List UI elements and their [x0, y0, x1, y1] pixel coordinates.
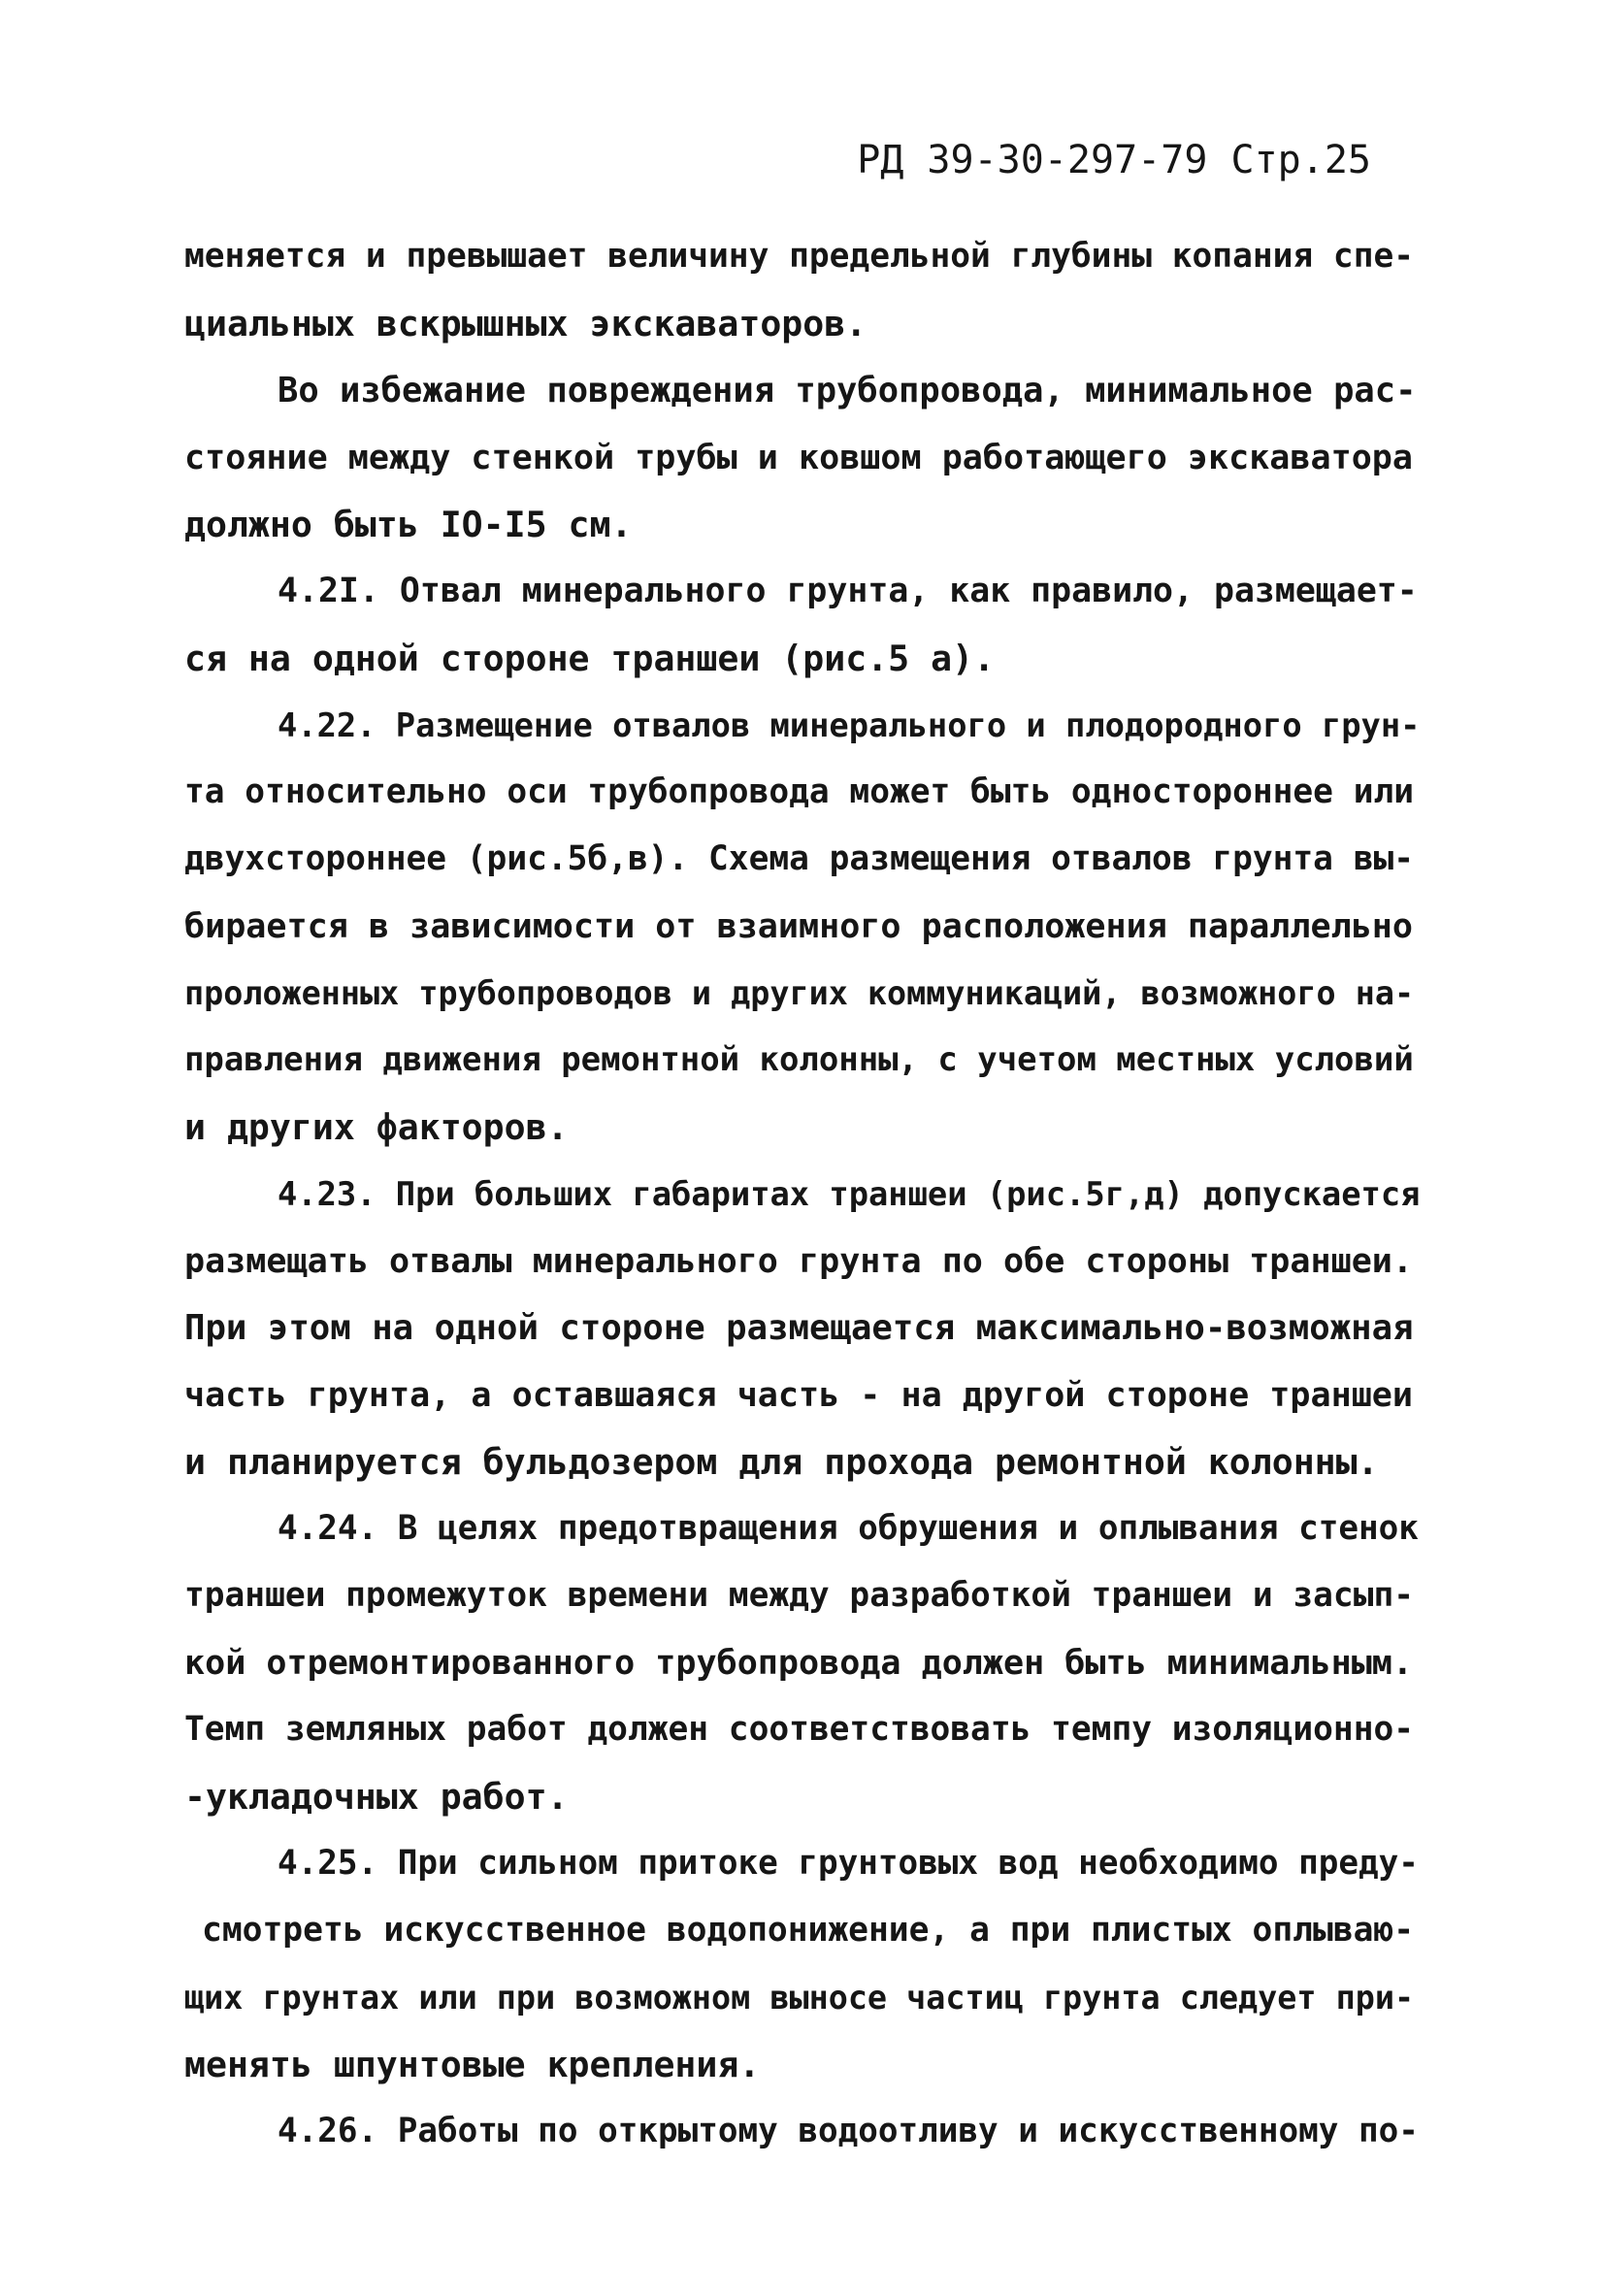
body-text [184, 223, 1426, 2165]
text-line: кой отремонтированного трубопровода должен быть минимальным. [184, 1643, 1414, 1683]
text-line: щих грунтах или при возможном выносе частиц грунта следует при- [184, 1979, 1415, 2017]
text-line: часть грунта, а оставшаяся часть - на другой стороне траншеи [184, 1375, 1414, 1415]
text-line: траншеи промежуток времени между разработкой траншеи и засып- [184, 1576, 1415, 1615]
text-line: бирается в зависимости от взаимного расположения параллельно [184, 906, 1414, 946]
text-line: и планируется бульдозером для прохода ремонтной колонны. [184, 1441, 1379, 1483]
text-line: циальных вскрышных экскаваторов. [184, 303, 867, 344]
text-line: та относительно оси трубопровода может быть одностороннее или [184, 772, 1415, 811]
text-line: 4.26. Работы по открытому водоотливу и искусственному по- [278, 2112, 1419, 2150]
text-line: смотреть искусственное водопонижение, а при плистых оплываю- [202, 1911, 1415, 1950]
text-line: и других факторов. [184, 1106, 569, 1148]
page-header-reference: РД 39-30-297-79 Стр.25 [857, 138, 1371, 182]
text-line: 4.23. При больших габаритах траншеи (рис.5г,д) допускается [278, 1175, 1421, 1213]
text-line: стояние между стенкой трубы и ковшом работающего экскаватора [184, 438, 1414, 477]
text-line: меняется и превышает величину предельной глубины копания спе- [184, 237, 1415, 276]
text-line: размещать отвалы минерального грунта по обе стороны траншеи. [184, 1241, 1414, 1281]
text-line: проложенных трубопроводов и других коммуникаций, возможного на- [184, 974, 1415, 1012]
text-line: 4.2I. Отвал минерального грунта, как правило, размещает- [278, 572, 1418, 610]
text-line: должно быть IO-I5 см. [184, 504, 633, 545]
text-line: правления движения ремонтной колонны, с учетом местных условий [184, 1040, 1414, 1079]
text-line: 4.24. В целях предотвращения обрушения и оплывания стенок [278, 1509, 1419, 1548]
text-line: двухстороннее (рис.5б,в). Схема размещения отвалов грунта вы- [184, 839, 1415, 878]
text-line: 4.25. При сильном притоке грунтовых вод необходимо преду- [278, 1844, 1419, 1883]
text-line: менять шпунтовые крепления. [184, 2044, 761, 2085]
text-line: Во избежание повреждения трубопровода, минимальное рас- [278, 371, 1417, 410]
text-line: ся на одной стороне траншеи (рис.5 а). [184, 638, 996, 679]
text-line: При этом на одной стороне размещается максимально-возможная [184, 1308, 1414, 1348]
text-line: -укладочных работ. [184, 1776, 569, 1818]
text-line: 4.22. Размещение отвалов минерального и плодородного грун- [278, 706, 1421, 744]
text-line: Темп земляных работ должен соответствовать темпу изоляционно- [184, 1710, 1415, 1749]
